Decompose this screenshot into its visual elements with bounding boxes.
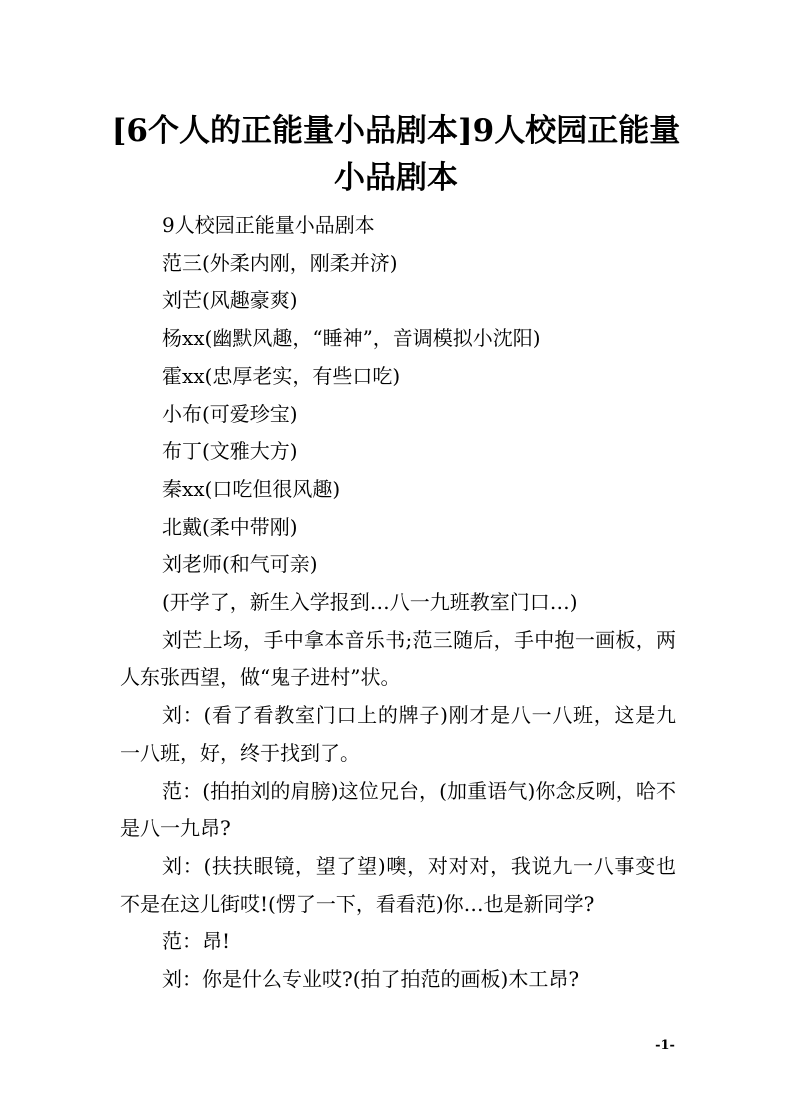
role-line: 范三(外柔内刚，刚柔并济) — [162, 250, 398, 275]
page-number: -1- — [655, 1038, 675, 1053]
title-line-1: [6个人的正能量小品剧本]9人校园正能量 — [111, 113, 681, 149]
role-line: 秦xx(口吃但很风趣) — [162, 476, 341, 501]
script-paragraph: 刘：你是什么专业哎?(拍了拍范的画板)木工昂? — [162, 967, 580, 992]
script-paragraph: 范：昂! — [162, 929, 231, 954]
role-line: 北戴(柔中带刚) — [162, 514, 298, 539]
role-line: 小布(可爱珍宝) — [162, 401, 298, 426]
role-line: 刘老师(和气可亲) — [162, 552, 318, 577]
title-line-2: 小品剧本 — [334, 160, 458, 196]
document-body — [120, 207, 676, 999]
role-line: 杨xx(幽默风趣，“睡神”，音调模拟小沈阳) — [162, 326, 541, 351]
script-paragraph: 刘芒上场，手中拿本音乐书;范三随后，手中抱一画板，两人东张西望，做“鬼子进村”状。 — [120, 627, 676, 690]
script-paragraph: 范：(拍拍刘的肩膀)这位兄台，(加重语气)你念反咧，哈不是八一九昂? — [120, 778, 676, 841]
role-line: 刘芒(风趣豪爽) — [162, 288, 298, 313]
stage-direction: (开学了，新生入学报到…八一九班教室门口…) — [162, 590, 578, 615]
role-line: 霍xx(忠厚老实，有些口吃) — [162, 363, 401, 388]
script-paragraph: 刘：(看了看教室门口上的牌子)刚才是八一八班，这是九一八班，好，终于找到了。 — [120, 703, 676, 765]
script-paragraph: 刘：(扶扶眼镜，望了望)噢，对对对，我说九一八事变也不是在这儿街哎!(愣了一下，看看范)你…也是新同学? — [120, 853, 676, 916]
role-line: 9人校园正能量小品剧本 — [162, 213, 375, 237]
role-line: 布丁(文雅大方) — [162, 439, 298, 464]
document-title — [96, 108, 696, 202]
